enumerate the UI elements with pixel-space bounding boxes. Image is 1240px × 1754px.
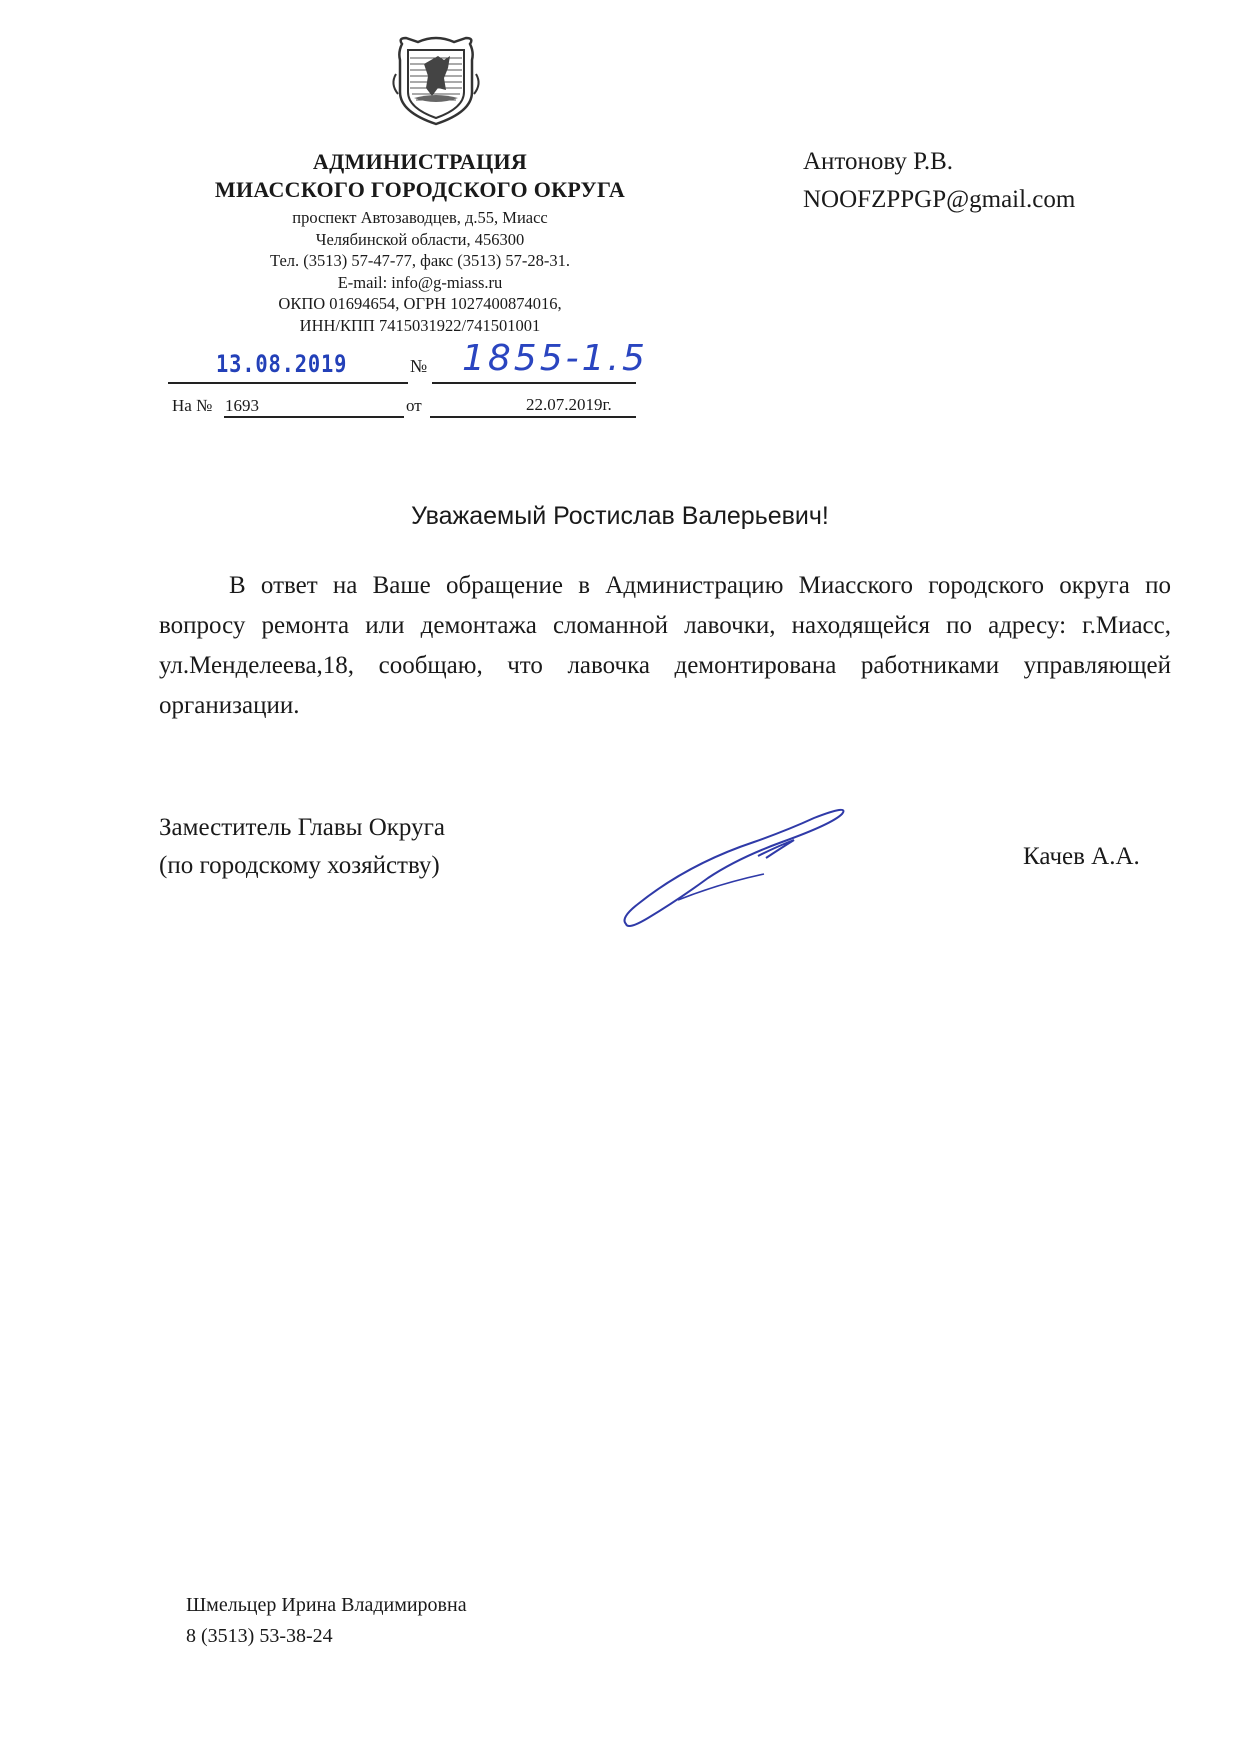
reference-from-label: от — [406, 396, 422, 415]
position-line-2: (по городскому хозяйству) — [159, 852, 440, 879]
executor-name: Шмельцер Ирина Владимировна — [186, 1594, 467, 1616]
org-title-line-1: АДМИНИСТРАЦИЯ — [312, 149, 528, 174]
number-sign: № — [410, 356, 428, 376]
reference-label: На № — [172, 396, 213, 415]
addressee — [803, 143, 1075, 219]
organization-header — [150, 148, 690, 336]
addressee-email: NOOFZPPGP@gmail.com — [803, 186, 1076, 213]
ref-date-underline — [430, 416, 636, 418]
org-region: Челябинской области, 456300 — [315, 229, 525, 249]
outgoing-number: 1855-1.5 — [462, 338, 648, 379]
date-underline — [168, 382, 408, 384]
org-email: E-mail: info@g-miass.ru — [337, 272, 503, 292]
addressee-name: Антонову Р.В. — [803, 148, 954, 175]
reference-date: 22.07.2019г. — [526, 395, 612, 414]
date-stamp: 13.08.2019 — [216, 350, 348, 378]
handwritten-signature — [618, 800, 850, 932]
org-inn: ИНН/КПП 7415031922/741501001 — [299, 315, 541, 335]
letter-body: В ответ на Ваше обращение в Администрацию Миасского городского округа по вопросу ремонта или демонтажа сломанной лавочки, находящейся по адресу: г.Миасс, ул.Менделеева,18, сообщаю, что лавочка демонтирована работниками управляющей организации. — [159, 572, 1171, 719]
org-phone: Тел. (3513) 57-47-77, факс (3513) 57-28-31. — [270, 251, 570, 270]
org-okpo: ОКПО 01694654, ОГРН 1027400874016, — [278, 294, 562, 313]
position-line-1: Заместитель Главы Округа — [159, 814, 445, 841]
signer-position — [159, 809, 445, 885]
signer-name: Качев А.А. — [1023, 843, 1140, 870]
number-underline — [432, 382, 636, 384]
org-address: проспект Автозаводцев, д.55, Миасс — [292, 208, 548, 227]
greeting: Уважаемый Ростислав Валерьевич! — [411, 502, 829, 530]
executor-info — [186, 1590, 467, 1652]
reference-number: 1693 — [225, 396, 259, 415]
executor-phone: 8 (3513) 53-38-24 — [186, 1625, 333, 1647]
org-title-line-2: МИАССКОГО ГОРОДСКОГО ОКРУГА — [214, 177, 626, 202]
coat-of-arms — [388, 34, 484, 128]
ref-number-underline — [224, 416, 404, 418]
